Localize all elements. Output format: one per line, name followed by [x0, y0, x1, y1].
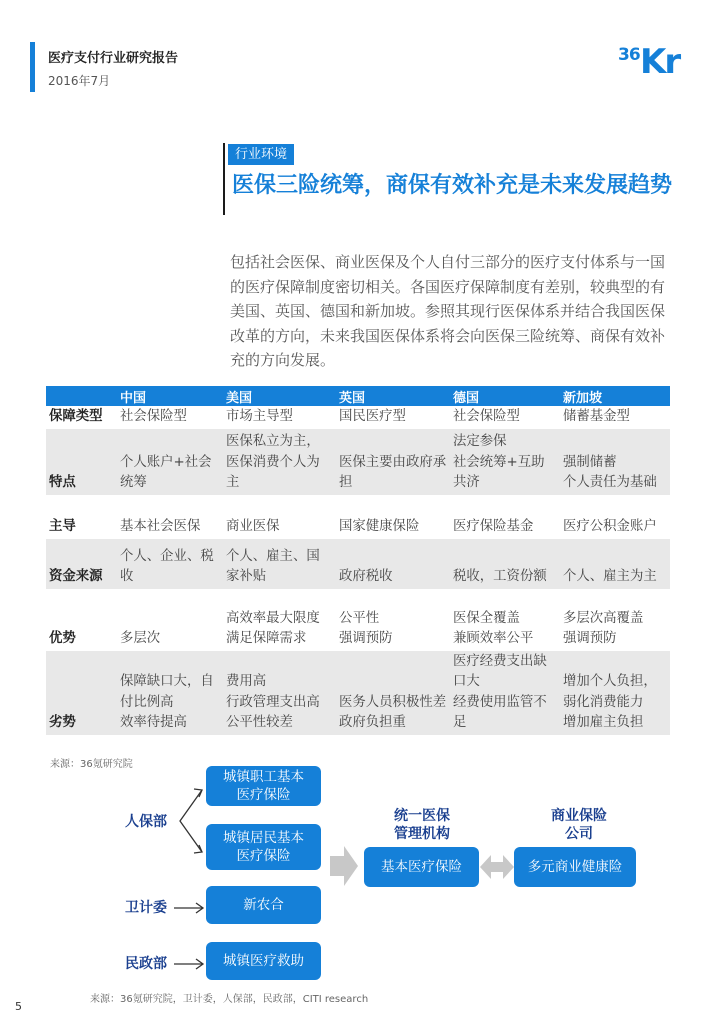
table-cell: 公平性 强调预防 — [339, 610, 393, 646]
table-cell: 医疗公积金账户 — [563, 519, 657, 534]
table-row — [46, 495, 670, 539]
table-cell: 保障缺口大，自付比例高 效率待提高 — [117, 651, 223, 735]
table-cell: 医疗经费支出缺口大 经费使用监管不足 — [450, 651, 560, 735]
arrow-minzheng — [172, 957, 206, 971]
row-label: 优势 — [49, 631, 76, 646]
row-label: 保障类型 — [49, 409, 103, 424]
table-row — [46, 406, 670, 429]
table-row — [46, 589, 670, 651]
row-label: 劣势 — [46, 651, 117, 735]
table-row — [46, 651, 670, 735]
table-cell: 国民医疗型 — [339, 409, 406, 424]
table-header-cell — [46, 386, 117, 406]
table-cell: 高效率最大限度满足保障需求 — [226, 610, 320, 646]
36kr-logo — [618, 43, 694, 83]
table-cell: 社会保险型 — [120, 409, 187, 424]
table-cell: 强制储蓄 个人责任为基础 — [560, 429, 670, 495]
label-commercial-company: 商业保险 公司 — [551, 808, 607, 842]
diagram-source-note: 来源：36氪研究院，卫计委，人保部，民政部，CITI research — [90, 994, 369, 1005]
label-unified-mgmt: 统一医保 管理机构 — [394, 808, 450, 842]
logo-number: 36 — [618, 45, 640, 65]
table-cell: 医疗保险基金 — [453, 519, 534, 534]
row-label: 主导 — [49, 519, 76, 534]
box-urban-medical-aid: 城镇医疗救助 — [206, 942, 321, 980]
table-source-note: 来源：36氪研究院 — [50, 759, 133, 770]
header-accent-bar — [30, 42, 35, 92]
table-header-cell: 中国 — [117, 386, 223, 406]
table-cell: 个人、企业、税收 — [117, 539, 223, 589]
table-cell: 政府税收 — [336, 539, 450, 589]
double-arrow — [480, 850, 514, 884]
table-cell: 多层次高覆盖 强调预防 — [563, 610, 644, 646]
table-cell: 商业医保 — [226, 519, 280, 534]
table-header-row — [46, 386, 670, 406]
table-cell: 税收，工资份额 — [450, 539, 560, 589]
table-cell: 医保主要由政府承担 — [336, 429, 450, 495]
page-number: 5 — [15, 1000, 22, 1013]
table-cell: 医保全覆盖 兼顾效率公平 — [453, 610, 534, 646]
table-cell: 法定参保 社会统筹+互助共济 — [450, 429, 560, 495]
table-row — [46, 539, 670, 589]
table-cell: 多层次 — [120, 631, 161, 646]
box-rural-cooperative: 新农合 — [206, 886, 321, 924]
box-basic-medical-insurance: 基本医疗保险 — [364, 847, 479, 887]
section-tag: 行业环境 — [228, 144, 294, 165]
big-arrow-right — [330, 846, 358, 886]
logo-letters: Kr — [640, 42, 680, 82]
comparison-table — [46, 386, 670, 735]
table-cell: 个人、雇主、国家补贴 — [223, 539, 336, 589]
table-header-cell: 英国 — [336, 386, 450, 406]
row-label: 特点 — [46, 429, 117, 495]
intro-paragraph: 包括社会医保、商业医保及个人自付三部分的医疗支付体系与一国的医疗保障制度密切相关。各国医疗保障制度有差别，较典型的有美国、英国、德国和新加坡。参照其现行医保体系并结合我国医保改革的方向，未来我国医保体系将会向医保三险统筹、商保有效补充的方向发展。 — [230, 253, 666, 369]
table-cell: 个人账户+社会统筹 — [117, 429, 223, 495]
bracket-arrows — [174, 782, 204, 860]
box-urban-worker-insurance: 城镇职工基本 医疗保险 — [206, 766, 321, 806]
row-label: 资金来源 — [46, 539, 117, 589]
table-cell: 储蓄基金型 — [563, 409, 630, 424]
table-cell: 个人、雇主为主 — [560, 539, 670, 589]
table-header-cell: 德国 — [450, 386, 560, 406]
table-cell: 基本社会医保 — [120, 519, 201, 534]
section-heading: 医保三险统筹，商保有效补充是未来发展趋势 — [232, 173, 673, 198]
label-minzheng: 民政部 — [125, 956, 167, 972]
table-cell: 国家健康保险 — [339, 519, 420, 534]
table-cell: 市场主导型 — [226, 409, 293, 424]
section-divider — [223, 143, 225, 215]
table-cell: 费用高 行政管理支出高 公平性较差 — [223, 651, 336, 735]
box-commercial-health-insurance: 多元商业健康险 — [514, 847, 636, 887]
table-row — [46, 429, 670, 495]
report-date: 2016年7月 — [48, 74, 111, 88]
table-header-cell: 美国 — [223, 386, 336, 406]
label-weiji: 卫计委 — [125, 900, 167, 916]
arrow-weiji — [172, 901, 206, 915]
table-cell: 医务人员积极性差 政府负担重 — [336, 651, 450, 735]
report-title: 医疗支付行业研究报告 — [48, 51, 179, 66]
table-cell: 社会保险型 — [453, 409, 520, 424]
table-header-cell: 新加坡 — [560, 386, 670, 406]
table-cell: 医保私立为主，医保消费个人为主 — [223, 429, 336, 495]
label-renbao: 人保部 — [125, 814, 167, 830]
box-urban-resident-insurance: 城镇居民基本 医疗保险 — [206, 824, 321, 870]
table-cell: 增加个人负担，弱化消费能力 增加雇主负担 — [560, 651, 670, 735]
